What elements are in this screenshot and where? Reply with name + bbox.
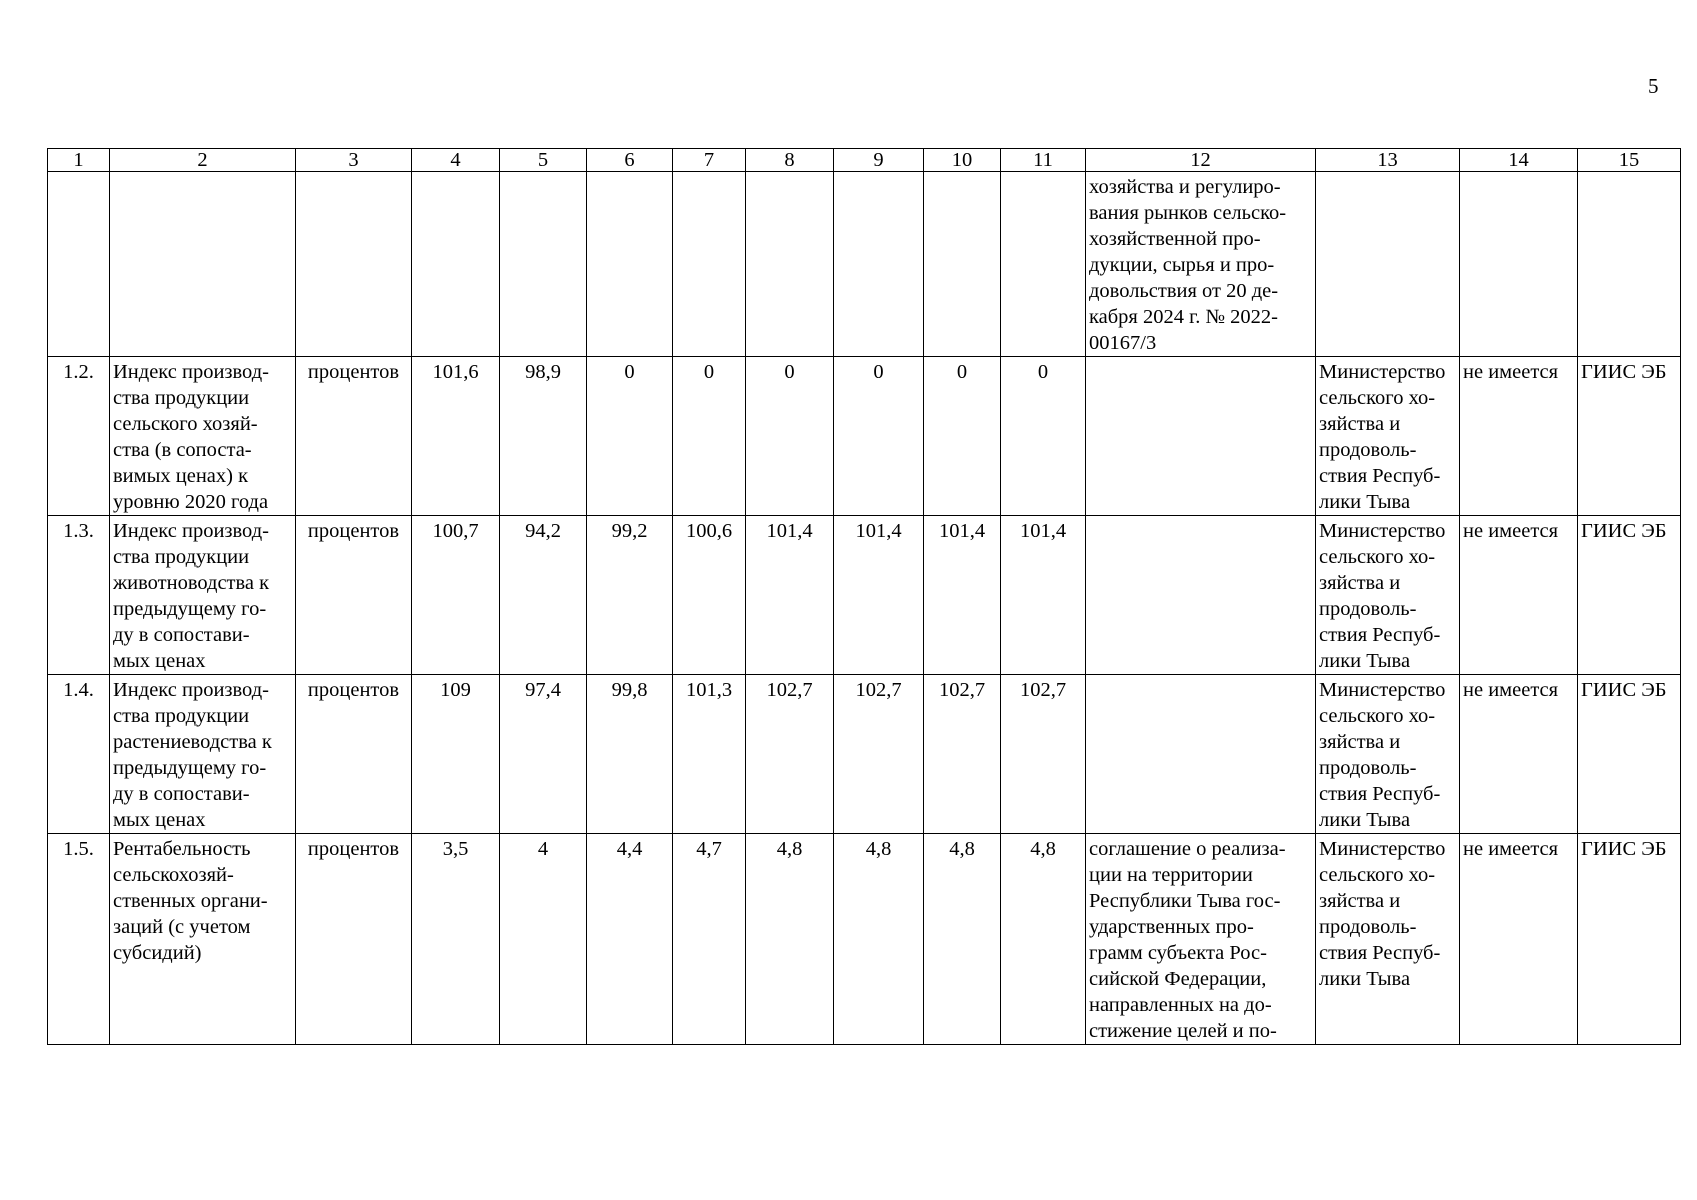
- page-number: 5: [1648, 74, 1659, 98]
- column-14-cell: не имеется: [1460, 675, 1578, 834]
- value-cell-4: 3,5: [412, 834, 500, 1045]
- value-cell-9: 4,8: [834, 834, 924, 1045]
- column-14-cell: не имеется: [1460, 516, 1578, 675]
- unit-cell: процентов: [296, 675, 412, 834]
- header-cell: 8: [746, 149, 834, 172]
- document-reference-cell: соглашение о реализа- ции на территории Республики Тыва гос- ударственных про- грамм субъекта Рос- сийской Федерации, направленных на до- стижение целей и по-: [1086, 834, 1316, 1045]
- value-cell-10: 0: [924, 357, 1001, 516]
- value-cell-8: 4,8: [746, 834, 834, 1045]
- empty-cell: [924, 172, 1001, 357]
- value-cell-6: 99,2: [587, 516, 673, 675]
- unit-cell: процентов: [296, 516, 412, 675]
- header-cell: 15: [1578, 149, 1681, 172]
- empty-cell: [834, 172, 924, 357]
- column-14-cell: не имеется: [1460, 357, 1578, 516]
- header-cell: 10: [924, 149, 1001, 172]
- header-cell: 6: [587, 149, 673, 172]
- header-cell: 12: [1086, 149, 1316, 172]
- indicator-name-cell: Индекс производ- ства продукции растениеводства к предыдущему го- ду в сопостави- мых ценах: [110, 675, 296, 834]
- indicator-name-cell: Рентабельность сельскохозяй- ственных органи- заций (с учетом субсидий): [110, 834, 296, 1045]
- value-cell-10: 4,8: [924, 834, 1001, 1045]
- unit-cell: процентов: [296, 357, 412, 516]
- header-cell: 5: [500, 149, 587, 172]
- table-row: [48, 834, 1681, 1045]
- value-cell-4: 101,6: [412, 357, 500, 516]
- value-cell-11: 101,4: [1001, 516, 1086, 675]
- header-cell: 1: [48, 149, 110, 172]
- row-number-cell: 1.2.: [48, 357, 110, 516]
- header-cell: 3: [296, 149, 412, 172]
- column-14-cell: не имеется: [1460, 834, 1578, 1045]
- value-cell-4: 109: [412, 675, 500, 834]
- header-cell: 9: [834, 149, 924, 172]
- value-cell-10: 101,4: [924, 516, 1001, 675]
- empty-cell: [110, 172, 296, 357]
- indicator-name-cell: Индекс производ- ства продукции сельского хозяй- ства (в сопоста- вимых ценах) к уровню 2020 года: [110, 357, 296, 516]
- document-reference-cell: [1086, 357, 1316, 516]
- value-cell-9: 101,4: [834, 516, 924, 675]
- value-cell-9: 102,7: [834, 675, 924, 834]
- information-system-cell: ГИИС ЭБ: [1578, 516, 1681, 675]
- value-cell-8: 101,4: [746, 516, 834, 675]
- indicator-name-cell: Индекс производ- ства продукции животноводства к предыдущему го- ду в сопостави- мых ценах: [110, 516, 296, 675]
- value-cell-10: 102,7: [924, 675, 1001, 834]
- value-cell-7: 100,6: [673, 516, 746, 675]
- value-cell-5: 97,4: [500, 675, 587, 834]
- table-row: [48, 516, 1681, 675]
- empty-cell: [1001, 172, 1086, 357]
- value-cell-7: 4,7: [673, 834, 746, 1045]
- table-row: [48, 357, 1681, 516]
- value-cell-11: 0: [1001, 357, 1086, 516]
- empty-cell: [587, 172, 673, 357]
- value-cell-5: 4: [500, 834, 587, 1045]
- empty-cell: [1578, 172, 1681, 357]
- value-cell-9: 0: [834, 357, 924, 516]
- header-cell: 14: [1460, 149, 1578, 172]
- responsible-cell: Министерство сельского хо- зяйства и продоволь- ствия Респуб- лики Тыва: [1316, 516, 1460, 675]
- row-number-cell: 1.5.: [48, 834, 110, 1045]
- responsible-cell: Министерство сельского хо- зяйства и продоволь- ствия Респуб- лики Тыва: [1316, 834, 1460, 1045]
- table-row-continuation: [48, 172, 1681, 357]
- indicators-table: [47, 148, 1681, 1045]
- value-cell-8: 102,7: [746, 675, 834, 834]
- value-cell-11: 4,8: [1001, 834, 1086, 1045]
- empty-cell: [48, 172, 110, 357]
- information-system-cell: ГИИС ЭБ: [1578, 675, 1681, 834]
- header-cell: 11: [1001, 149, 1086, 172]
- header-cell: 2: [110, 149, 296, 172]
- table-row: [48, 675, 1681, 834]
- document-reference-cell: хозяйства и регулиро- вания рынков сельско- хозяйственной про- дукции, сырья и про- довольствия от 20 де- кабря 2024 г. № 2022- 00167/3: [1086, 172, 1316, 357]
- responsible-cell: Министерство сельского хо- зяйства и продоволь- ствия Респуб- лики Тыва: [1316, 357, 1460, 516]
- empty-cell: [296, 172, 412, 357]
- empty-cell: [1460, 172, 1578, 357]
- value-cell-6: 0: [587, 357, 673, 516]
- header-cell: 7: [673, 149, 746, 172]
- value-cell-5: 98,9: [500, 357, 587, 516]
- empty-cell: [746, 172, 834, 357]
- information-system-cell: ГИИС ЭБ: [1578, 834, 1681, 1045]
- responsible-cell: Министерство сельского хо- зяйства и продоволь- ствия Респуб- лики Тыва: [1316, 675, 1460, 834]
- value-cell-7: 101,3: [673, 675, 746, 834]
- row-number-cell: 1.4.: [48, 675, 110, 834]
- empty-cell: [1316, 172, 1460, 357]
- value-cell-6: 4,4: [587, 834, 673, 1045]
- header-cell: 13: [1316, 149, 1460, 172]
- row-number-cell: 1.3.: [48, 516, 110, 675]
- empty-cell: [412, 172, 500, 357]
- empty-cell: [500, 172, 587, 357]
- information-system-cell: ГИИС ЭБ: [1578, 357, 1681, 516]
- value-cell-8: 0: [746, 357, 834, 516]
- document-reference-cell: [1086, 675, 1316, 834]
- value-cell-11: 102,7: [1001, 675, 1086, 834]
- header-cell: 4: [412, 149, 500, 172]
- document-reference-cell: [1086, 516, 1316, 675]
- value-cell-7: 0: [673, 357, 746, 516]
- value-cell-6: 99,8: [587, 675, 673, 834]
- empty-cell: [673, 172, 746, 357]
- value-cell-5: 94,2: [500, 516, 587, 675]
- unit-cell: процентов: [296, 834, 412, 1045]
- value-cell-4: 100,7: [412, 516, 500, 675]
- table-header-row: [48, 149, 1681, 172]
